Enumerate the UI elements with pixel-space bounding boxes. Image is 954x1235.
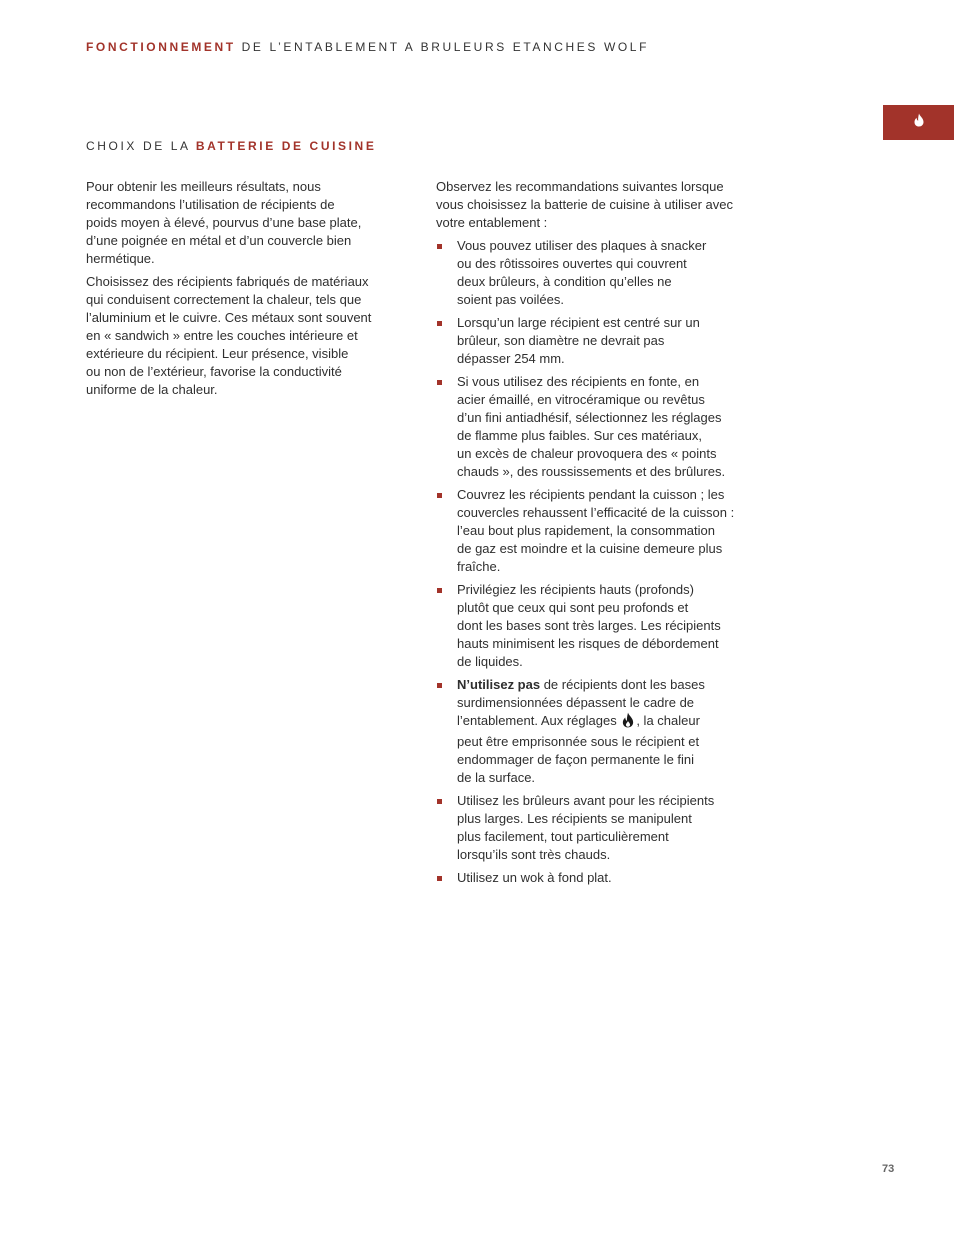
section-tab <box>883 105 954 140</box>
recommendation-list <box>436 237 776 887</box>
list-item <box>436 486 776 576</box>
page-number: 73 <box>882 1163 895 1175</box>
flame-icon <box>913 113 925 132</box>
bullet-square-icon <box>437 799 442 804</box>
header-title: DE L’ENTABLEMENT A BRULEURS ETANCHES WOLF <box>235 40 650 54</box>
list-item-text: Couvrez les récipients pendant la cuisson ; les couvercles rehaussent l’efficacité de la cuisson : l’eau bout plus rapidement, la consommation de gaz est moindre et la cuisine demeure plus fraîche. <box>457 487 735 574</box>
list-item-text: Si vous utilisez des récipients en fonte, en acier émaillé, en vitrocéramique ou revêtus d’un fini antiadhésif, sélectionnez les réglages de flamme plus faibles. Sur ces matériaux, un excès de chaleur provoquera des « points chauds », des roussissements et des brûlures. <box>457 374 726 479</box>
warning-list-item <box>436 676 776 787</box>
section-title-accent: BATTERIE DE CUISINE <box>195 139 377 153</box>
section-title-prefix: CHOIX DE LA <box>86 139 196 153</box>
bullet-square-icon <box>437 588 442 593</box>
list-item <box>436 373 776 481</box>
left-column <box>86 178 416 404</box>
list-item-text: Utilisez les brûleurs avant pour les récipients plus larges. Les récipients se manipulent plus facilement, tout particulièrement lorsqu’ils sont très chauds. <box>457 793 715 862</box>
right-column <box>436 178 776 892</box>
bullet-square-icon <box>437 380 442 385</box>
paragraph: Pour obtenir les meilleurs résultats, nous recommandons l’utilisation de récipients de poids moyen à élevé, pourvus d’une base plate, d’une poignée en métal et d’un couvercle bien hermétique. <box>86 179 362 266</box>
bullet-square-icon <box>437 493 442 498</box>
intro-paragraph: Observez les recommandations suivantes lorsque vous choisissez la batterie de cuisine à utiliser avec votre entablement : <box>436 179 733 230</box>
list-item <box>436 314 776 368</box>
header-accent: FONCTIONNEMENT <box>86 40 236 54</box>
list-item-text: Lorsqu’un large récipient est centré sur un brûleur, son diamètre ne devrait pas dépasser 254 mm. <box>457 315 700 366</box>
list-item-text: Privilégiez les récipients hauts (profonds) plutôt que ceux qui sont peu profonds et dont les bases sont très larges. Les récipients hauts minimisent les risques de débordement de liquides. <box>457 582 721 669</box>
warning-text-part2: , la chaleur peut être emprisonnée sous le récipient et endommager de façon permanente le fini de la surface. <box>457 713 700 785</box>
bullet-square-icon <box>437 321 442 326</box>
running-header <box>86 40 649 54</box>
list-item-text: Vous pouvez utiliser des plaques à snacker ou des rôtissoires ouvertes qui couvrent deux brûleurs, à condition qu’elles ne soient pas voilées. <box>457 238 707 307</box>
bullet-square-icon <box>437 876 442 881</box>
section-title <box>86 139 376 153</box>
bullet-square-icon <box>437 244 442 249</box>
warning-bold-text: N’utilisez pas <box>457 677 541 692</box>
bullet-square-icon <box>437 683 442 688</box>
list-item-text: Utilisez un wok à fond plat. <box>457 870 612 885</box>
list-item <box>436 869 776 887</box>
list-item <box>436 581 776 671</box>
paragraph: Choisissez des récipients fabriqués de matériaux qui conduisent correctement la chaleur, tels que l’aluminium et le cuivre. Ces métaux sont souvent en « sandwich » entre les couches intérieure et extérieure du récipient. Leur présence, visible ou non de l’extérieur, favorise la conductivité uniforme de la chaleur. <box>86 274 372 397</box>
list-item <box>436 792 776 864</box>
flame-icon <box>621 712 635 733</box>
list-item <box>436 237 776 309</box>
warning-text-part1: de récipients dont les bases surdimensionnées dépassent le cadre de l’entablement. Aux réglages <box>457 677 705 728</box>
